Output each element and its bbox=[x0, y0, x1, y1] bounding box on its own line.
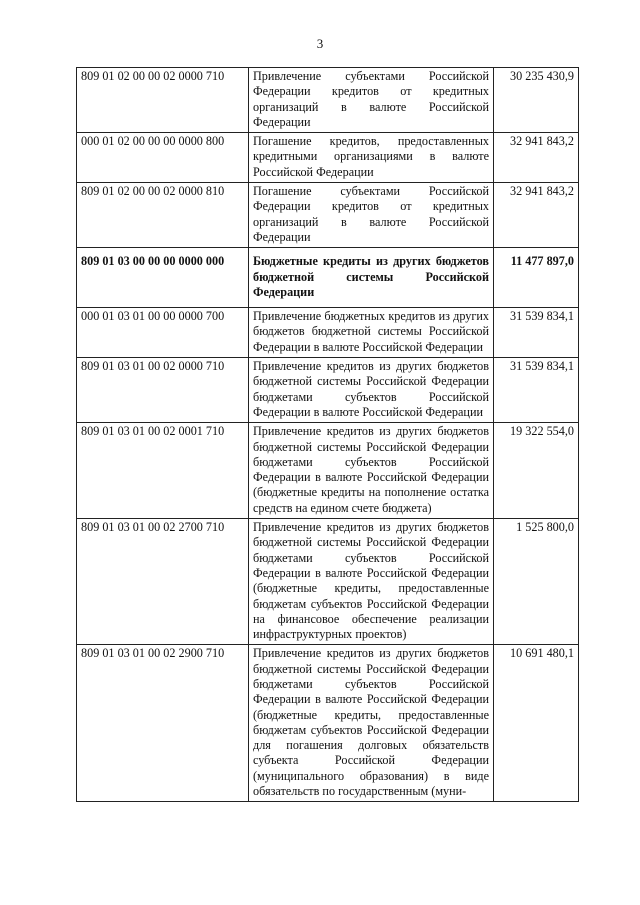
budget-sources-table bbox=[76, 67, 579, 802]
row-amount: 32 941 843,2 bbox=[494, 183, 579, 248]
row-code: 809 01 03 00 00 00 0000 000 bbox=[77, 248, 249, 308]
row-amount: 31 539 834,1 bbox=[494, 358, 579, 423]
table-row bbox=[77, 519, 579, 645]
row-amount: 1 525 800,0 bbox=[494, 519, 579, 645]
row-amount: 30 235 430,9 bbox=[494, 68, 579, 133]
row-code: 809 01 02 00 00 02 0000 710 bbox=[77, 68, 249, 133]
table-row bbox=[77, 183, 579, 248]
row-name: Привлечение бюджетных кредитов из других бюджетов бюджетной системы Российской Федерации в валюте Российской Федерации bbox=[249, 308, 494, 358]
row-amount: 11 477 897,0 bbox=[494, 248, 579, 308]
row-code: 000 01 03 01 00 00 0000 700 bbox=[77, 308, 249, 358]
row-amount: 32 941 843,2 bbox=[494, 133, 579, 183]
row-name: Погашение кредитов, предоставленных кредитными организациями в валюте Российской Федерации bbox=[249, 133, 494, 183]
table-row bbox=[77, 133, 579, 183]
row-amount: 19 322 554,0 bbox=[494, 423, 579, 519]
row-code: 809 01 03 01 00 02 0000 710 bbox=[77, 358, 249, 423]
table-row bbox=[77, 423, 579, 519]
row-code: 809 01 03 01 00 02 2700 710 bbox=[77, 519, 249, 645]
row-amount: 31 539 834,1 bbox=[494, 308, 579, 358]
table-row bbox=[77, 358, 579, 423]
row-name: Бюджетные кредиты из других бюджетов бюджетной системы Российской Федерации bbox=[249, 248, 494, 308]
row-name: Привлечение кредитов из других бюджетов бюджетной системы Российской Федерации бюджетами субъектов Российской Федерации в валюте Российской Федерации (бюджетные кредиты на пополнение остатка средств на едином счете бюджета) bbox=[249, 423, 494, 519]
row-name: Привлечение кредитов из других бюджетов бюджетной системы Российской Федерации бюджетами субъектов Российской Федерации в валюте Российской Федерации (бюджетные кредиты, предоставленные бюджетам субъектов Российской Федерации для погашения долговых обязательств субъекта Российской Федерации (муниципального образования) в виде обязательств по государственным (муни- bbox=[249, 645, 494, 802]
row-code: 809 01 03 01 00 02 2900 710 bbox=[77, 645, 249, 802]
row-name: Привлечение субъектами Российской Федерации кредитов от кредитных организаций в валюте Российской Федерации bbox=[249, 68, 494, 133]
table-row bbox=[77, 68, 579, 133]
row-code: 809 01 02 00 00 02 0000 810 bbox=[77, 183, 249, 248]
table-row bbox=[77, 308, 579, 358]
row-name: Привлечение кредитов из других бюджетов бюджетной системы Российской Федерации бюджетами субъектов Российской Федерации в валюте Российской Федерации bbox=[249, 358, 494, 423]
row-name: Погашение субъектами Российской Федерации кредитов от кредитных организаций в валюте Российской Федерации bbox=[249, 183, 494, 248]
page-number: 3 bbox=[316, 36, 324, 51]
table-row-section bbox=[77, 248, 579, 308]
table-row bbox=[77, 645, 579, 802]
row-amount: 10 691 480,1 bbox=[494, 645, 579, 802]
row-name: Привлечение кредитов из других бюджетов бюджетной системы Российской Федерации бюджетами субъектов Российской Федерации в валюте Российской Федерации (бюджетные кредиты, предоставленные бюджетам субъектов Российской Федерации на финансовое обеспечение реализации инфраструктурных проектов) bbox=[249, 519, 494, 645]
row-code: 809 01 03 01 00 02 0001 710 bbox=[77, 423, 249, 519]
row-code: 000 01 02 00 00 00 0000 800 bbox=[77, 133, 249, 183]
